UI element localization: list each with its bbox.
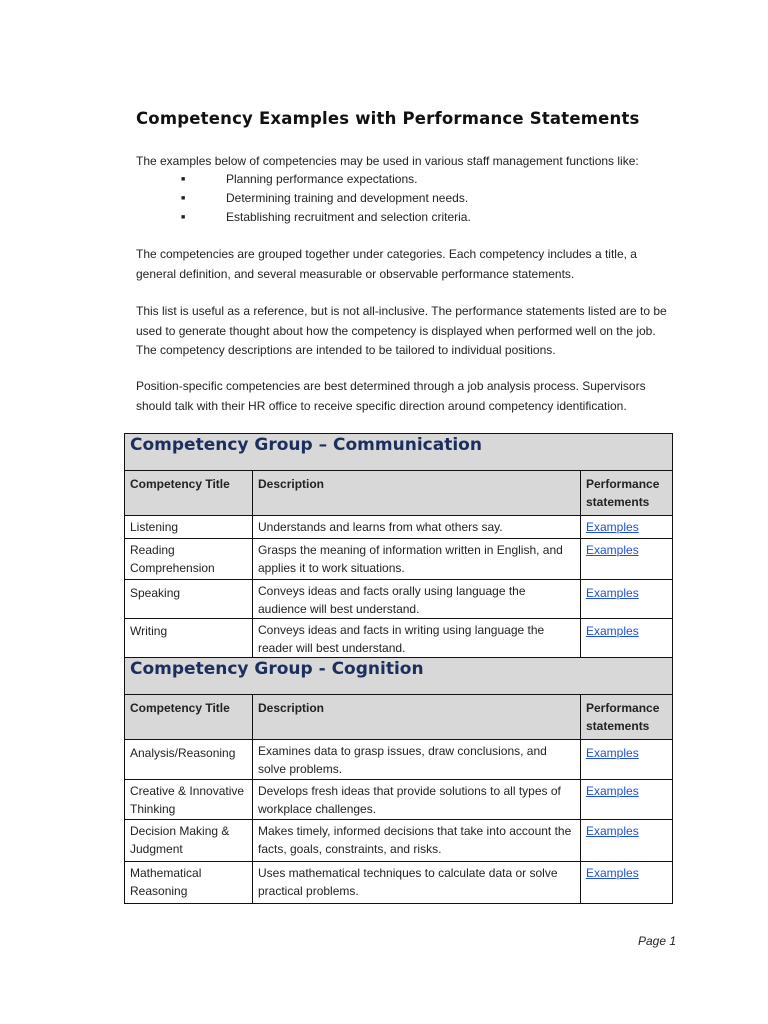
competency-description: Understands and learns from what others say. [253,516,581,539]
table-row [125,740,673,780]
group-title: Competency Group - Cognition [130,658,424,679]
competency-description: Develops fresh ideas that provide solutions to all types of workplace challenges. [253,780,581,820]
competency-description: Uses mathematical techniques to calculate data or solve practical problems. [253,862,581,904]
competency-title: Listening [125,516,253,539]
competency-title: Creative & Innovative Thinking [125,780,253,820]
competency-description: Grasps the meaning of information written in English, and applies it to work situations. [253,539,581,580]
column-header-row [125,471,673,516]
header-performance: Performance statements [581,471,673,516]
examples-link[interactable]: Examples [586,784,639,798]
group-title-cell [125,434,673,471]
header-competency-title: Competency Title [125,471,253,516]
list-item [136,208,676,227]
examples-cell [581,780,673,820]
header-description: Description [253,695,581,740]
header-competency-title: Competency Title [125,695,253,740]
bullet-icon: ■ [181,195,186,202]
header-performance: Performance statements [581,695,673,740]
group-header-row [125,434,673,471]
competency-table [124,433,673,904]
table-row [125,539,673,580]
examples-link[interactable]: Examples [586,543,639,557]
table-row [125,780,673,820]
bullet-text: Establishing recruitment and selection criteria. [226,210,471,224]
bullet-icon: ■ [181,176,186,183]
examples-link[interactable]: Examples [586,520,639,534]
group-header-row [125,658,673,695]
list-item [136,170,676,189]
intro-paragraph: The examples below of competencies may be used in various staff management functions like: [136,154,639,168]
examples-link[interactable]: Examples [586,824,639,838]
bullet-text: Planning performance expectations. [226,172,418,186]
examples-link[interactable]: Examples [586,586,639,600]
bullet-list [136,170,676,227]
group-title: Competency Group – Communication [130,434,482,455]
bullet-icon: ■ [181,214,186,221]
header-description: Description [253,471,581,516]
competency-title: Decision Making & Judgment [125,820,253,862]
competency-title: Reading Comprehension [125,539,253,580]
examples-link[interactable]: Examples [586,624,639,638]
competency-title: Speaking [125,580,253,619]
table-row [125,820,673,862]
table-row [125,862,673,904]
competency-description: Conveys ideas and facts orally using language the audience will best understand. [253,580,581,619]
categories-paragraph: The competencies are grouped together under categories. Each competency includes a title, a general definition, and several measurable or observable performance statements. [136,247,637,281]
competency-title: Analysis/Reasoning [125,740,253,780]
position-paragraph: Position-specific competencies are best determined through a job analysis process. Supervisors should talk with their HR office to receive specific direction around competency identification. [136,379,646,413]
page-number: Page 1 [638,934,677,948]
examples-cell [581,619,673,658]
column-header-row [125,695,673,740]
table-row [125,619,673,658]
page-title: Competency Examples with Performance Statements [136,109,640,128]
group-title-cell [125,658,673,695]
examples-cell [581,862,673,904]
examples-cell [581,580,673,619]
examples-cell [581,740,673,780]
table-row [125,580,673,619]
competency-title: Mathematical Reasoning [125,862,253,904]
examples-link[interactable]: Examples [586,866,639,880]
examples-cell [581,516,673,539]
bullet-text: Determining training and development needs. [226,191,469,205]
examples-link[interactable]: Examples [586,746,639,760]
competency-description: Makes timely, informed decisions that take into account the facts, goals, constraints, and risks. [253,820,581,862]
competency-description: Examines data to grasp issues, draw conclusions, and solve problems. [253,740,581,780]
competency-description: Conveys ideas and facts in writing using language the reader will best understand. [253,619,581,658]
competency-title: Writing [125,619,253,658]
reference-paragraph: This list is useful as a reference, but is not all-inclusive. The performance statements listed are to be used to generate thought about how the competency is displayed when performed well on the job. The competency descriptions are intended to be tailored to individual positions. [136,304,667,357]
examples-cell [581,820,673,862]
table-row [125,516,673,539]
list-item [136,189,676,208]
examples-cell [581,539,673,580]
